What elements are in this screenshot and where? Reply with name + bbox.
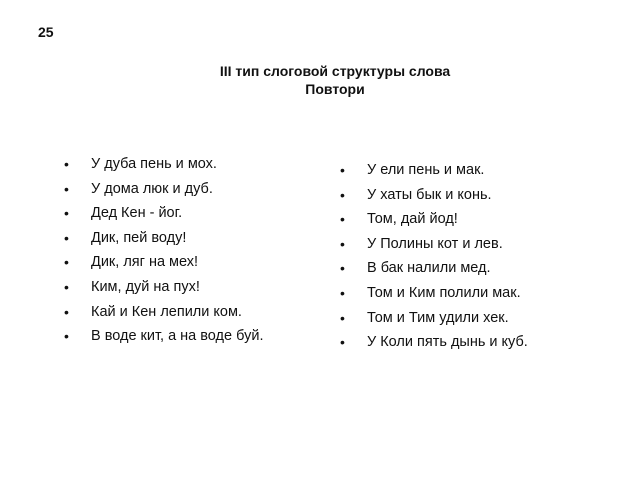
sentence-text: У дома люк и дуб. bbox=[91, 180, 213, 197]
list-item bbox=[64, 177, 263, 202]
title-block bbox=[170, 62, 500, 98]
left-sentence-list bbox=[64, 152, 263, 349]
list-item bbox=[64, 152, 263, 177]
bullet-icon: • bbox=[64, 180, 69, 197]
bullet-icon: • bbox=[340, 260, 345, 277]
sentence-text: У Коли пять дынь и куб. bbox=[367, 334, 528, 351]
bullet-icon: • bbox=[64, 156, 69, 172]
page-number: 25 bbox=[38, 24, 54, 40]
list-item bbox=[340, 256, 528, 281]
bullet-icon: • bbox=[340, 334, 345, 351]
bullet-icon: • bbox=[340, 309, 345, 326]
list-item bbox=[64, 250, 263, 275]
list-item bbox=[340, 330, 528, 355]
list-item bbox=[64, 201, 263, 226]
bullet-icon: • bbox=[64, 254, 69, 271]
bullet-icon: • bbox=[64, 303, 69, 320]
list-item bbox=[340, 232, 528, 257]
list-item bbox=[340, 306, 528, 331]
sentence-text: У хаты бык и конь. bbox=[367, 186, 492, 203]
list-item bbox=[64, 324, 263, 349]
list-item bbox=[64, 275, 263, 300]
page-subtitle: Повтори bbox=[305, 81, 365, 97]
sentence-text: Том, дай йод! bbox=[367, 211, 458, 228]
sentence-text: В бак налили мед. bbox=[367, 260, 491, 277]
bullet-icon: • bbox=[340, 186, 345, 203]
sentence-text: У ели пень и мак. bbox=[367, 162, 485, 178]
list-item bbox=[340, 207, 528, 232]
bullet-icon: • bbox=[64, 278, 69, 295]
sentence-text: Кай и Кен лепили ком. bbox=[91, 303, 242, 320]
sentence-text: Ким, дуй на пух! bbox=[91, 278, 200, 295]
sentence-text: Дик, ляг на мех! bbox=[91, 254, 199, 271]
bullet-icon: • bbox=[64, 328, 69, 345]
bullet-icon: • bbox=[340, 211, 345, 228]
sentence-text: Том и Ким полили мак. bbox=[367, 284, 521, 301]
list-item bbox=[340, 158, 528, 183]
bullet-icon: • bbox=[64, 205, 69, 222]
bullet-icon: • bbox=[340, 235, 345, 252]
right-sentence-list bbox=[340, 158, 528, 355]
bullet-icon: • bbox=[64, 229, 69, 246]
sentence-text: Том и Тим удили хек. bbox=[367, 309, 509, 326]
sentence-text: В воде кит, а на воде буй. bbox=[91, 328, 264, 345]
bullet-icon: • bbox=[340, 162, 345, 178]
sentence-text: У Полины кот и лев. bbox=[367, 235, 503, 252]
sentence-text: Дед Кен - йог. bbox=[91, 205, 183, 222]
sentence-text: Дик, пей воду! bbox=[91, 229, 187, 246]
list-item bbox=[340, 183, 528, 208]
list-item bbox=[64, 300, 263, 325]
page-title: III тип слоговой структуры слова bbox=[219, 63, 451, 79]
sentence-text: У дуба пень и мох. bbox=[91, 156, 217, 172]
bullet-icon: • bbox=[340, 284, 345, 301]
list-item bbox=[64, 226, 263, 251]
list-item bbox=[340, 281, 528, 306]
